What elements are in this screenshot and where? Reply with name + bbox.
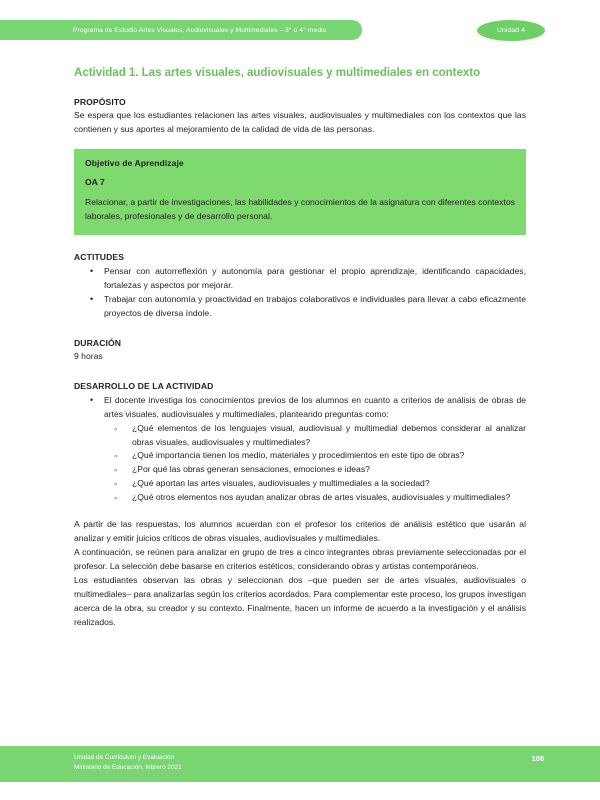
list-item: ◦ ¿Qué elementos de los lenguajes visual, audiovisual y multimedial debemos considerar al analizar obras visuales, audiovisuales y multimediales?: [74, 422, 526, 450]
list-item: ◦ ¿Qué importancia tienen los medio, materiales y procedimientos en este tipo de obras?: [74, 449, 526, 463]
desarrollo-paragraphs: [74, 518, 526, 629]
objetivo-aprendizaje-box: [74, 149, 526, 235]
list-item: ◦ ¿Por qué las obras generan sensaciones, emociones e ideas?: [74, 463, 526, 477]
footer-institution: [74, 753, 182, 773]
objetivo-code: OA 7: [85, 177, 105, 188]
list-item: • El docente investiga los conocimientos previos de los alumnos en cuanto a criterios de análisis de obras de artes visuales, audiovisuales y multimediales, planteando preguntas como:: [74, 394, 526, 422]
paragraph: Los estudiantes observan las obras y seleccionan dos –que pueden ser de artes visuales, audiovisuales o multimediales– para analizarlas según los criterios acordados. Para complementar este proceso, los grupos investigan acerca de la obra, su creador y su contexto. Finalmente, hacen un informe de acuerdo a la investigación y el análisis realizados.: [74, 574, 526, 627]
objetivo-heading: Objetivo de Aprendizaje: [85, 158, 184, 169]
document-body: [74, 0, 526, 630]
page-title: Actividad 1. Las artes visuales, audiovisuales y multimediales en contexto: [74, 66, 481, 79]
desarrollo-heading: DESARROLLO DE LA ACTIVIDAD: [74, 380, 214, 391]
page-footer: [0, 740, 600, 800]
objetivo-text: Relacionar, a partir de investigaciones, las habilidades y conocimientos de la asignatura con diferentes contextos laborales, profesionales y de desarrollo personal.: [85, 197, 515, 222]
list-item: • Pensar con autorreflexión y autonomía para gestionar el propio aprendizaje, identificando capacidades, fortalezas y aspectos por mejorar.: [74, 265, 526, 293]
actitudes-heading: ACTITUDES: [74, 252, 125, 263]
duracion-heading: DURACIÓN: [74, 337, 122, 348]
proposito-heading: PROPÓSITO: [74, 97, 126, 108]
desarrollo-questions-list: [74, 422, 526, 506]
proposito-text: Se espera que los estudiantes relacionen las artes visuales, audiovisuales y multimediales con los contextos que las contienen y sus aportes al mejoramiento de la calidad de vida de las personas.: [74, 110, 526, 135]
paragraph: A partir de las respuestas, los alumnos acuerdan con el profesor los criterios de análisis estético que usarán al analizar y emitir juicios críticos de obras visuales, audiovisuales y multimediales.: [74, 519, 526, 544]
desarrollo-list: [74, 394, 526, 422]
paragraph: A continuación, se reúnen para analizar en grupo de tres a cinco integrantes obras previamente seleccionadas por el profesor. La selección debe basarse en criterios estéticos, considerando obras y artistas contemporáneos.: [74, 547, 526, 571]
program-title-text: Programa de Estudio Artes Visuales, Audiovisuales y Multimediales – 3° o 4° medio: [73, 26, 327, 34]
list-item: ◦ ¿Qué otros elementos nos ayudan analizar obras de artes visuales, audiovisuales y multimediales?: [74, 491, 526, 505]
footer-line-1: Unidad de Currículum y Evaluación: [74, 754, 175, 761]
duracion-value: 9 horas: [74, 350, 103, 361]
list-item: ◦ ¿Qué aportan las artes visuales, audiovisuales y multimediales a la sociedad?: [74, 477, 526, 491]
actitudes-list: [74, 265, 526, 321]
unit-badge-label: Unidad 4: [496, 27, 525, 34]
list-item: • Trabajar con autonomía y proactividad en trabajos colaborativos e individuales para llevar a cabo eficazmente proyectos de diversa índole.: [74, 293, 526, 321]
page-number: 108: [531, 754, 544, 763]
footer-line-2: Ministerio de Educación, febrero 2021: [74, 763, 182, 771]
footer-band: [0, 746, 600, 782]
